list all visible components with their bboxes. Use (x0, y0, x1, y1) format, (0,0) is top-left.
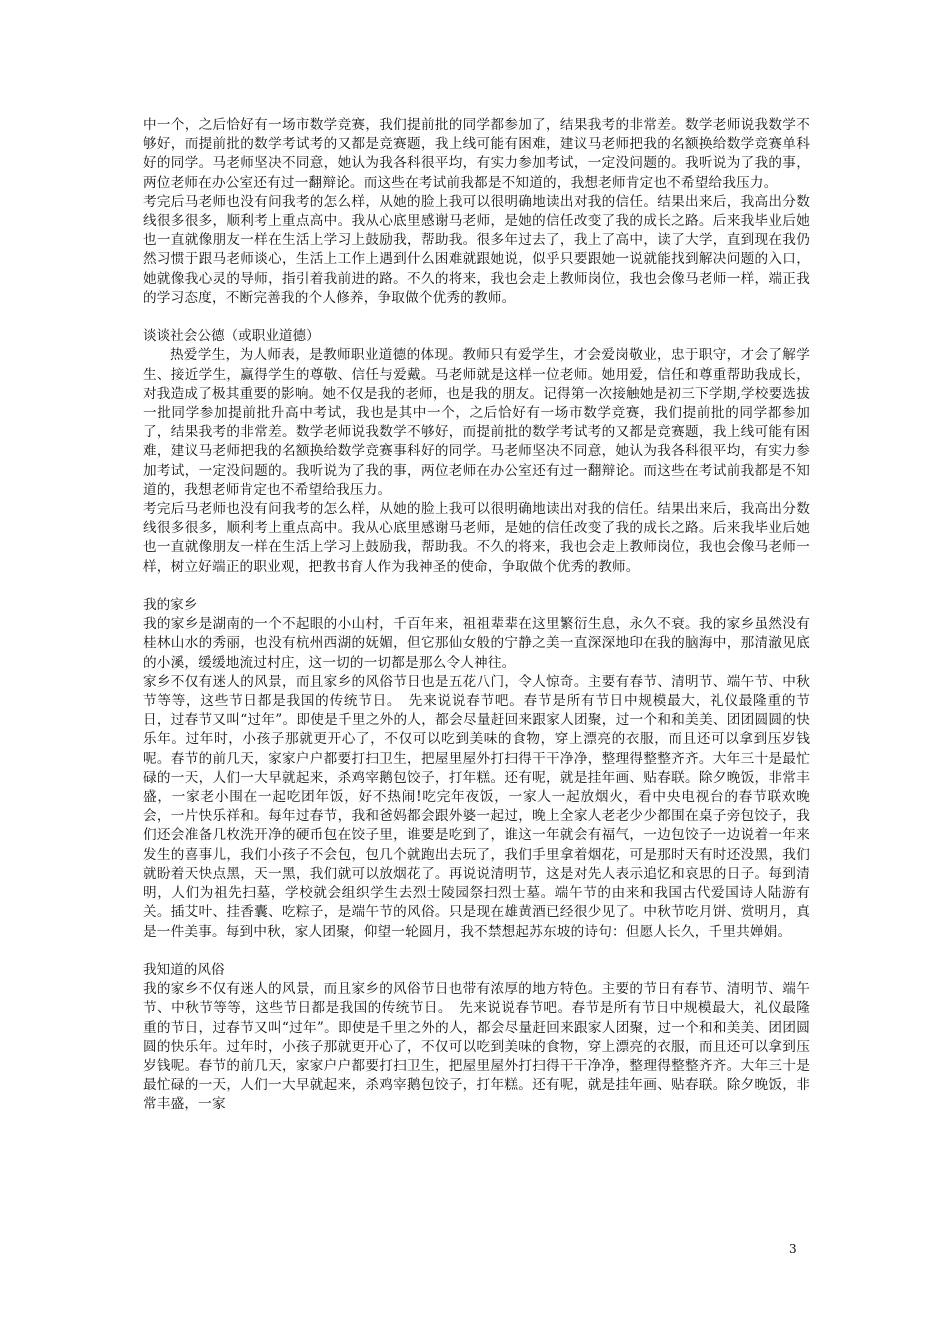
paragraph: 考完后马老师也没有问我考的怎么样，从她的脸上我可以很明确地读出对我的信任。结果出来后，我高出分数线很多很多，顺利考上重点高中。我从心底里感谢马老师，是她的信任改变了我的成长之路。后来我毕业后她也一直就像朋友一样在生活上学习上鼓励我，帮助我。不久的将来，我也会走上教师岗位，我也会像马老师一样，树立好端正的职业观，把教书育人作为我神圣的使命，争取做个优秀的教师。 (143, 501, 810, 575)
section-heading: 我知道的风俗 (143, 961, 225, 978)
paragraph-gap (143, 577, 810, 596)
paragraph-gap (143, 308, 810, 327)
paragraph: 我的家乡是湖南的一个不起眼的小山村，千百年来，祖祖辈辈在这里繁衍生息，永久不衰。我的家乡虽然没有桂林山水的秀丽，也没有杭州西湖的妩媚，但它那仙女般的宁静之美一直深深地印在我的脑海中，那清澈见底的小溪，缓缓地流过村庄，这一切的一切都是那么令人神往。 (143, 616, 810, 671)
page-number: 3 (789, 1242, 797, 1256)
paragraph: 我的家乡不仅有迷人的风景，而且家乡的风俗节日也带有浓厚的地方特色。主要的节日有春节、清明节、端午节、中秋节等等，这些节日都是我国的传统节日。 先来说说春节吧。春节是所有节日中规模最大，礼仪最隆重的节日，过春节又叫“过年”。即使是千里之外的人，都会尽量赶回来跟家人团聚，过一个和和美美、团团圆圆的快乐年。过年时，小孩子那就更开心了，不仅可以吃到美味的食物，穿上漂亮的衣服，而且还可以拿到压岁钱呢。春节的前几天，家家户户都要打扫卫生，把屋里屋外打扫得干干净净，整理得整整齐齐。大年三十是最忙碌的一天，人们一大早就起来，杀鸡宰鹅包饺子，打年糕。还有呢，就是挂年画、贴春联。除夕晚饭，非常丰盛，一家 (143, 981, 810, 1113)
paragraph: 考完后马老师也没有问我考的怎么样，从她的脸上我可以很明确地读出对我的信任。结果出来后，我高出分数线很多很多，顺利考上重点高中。我从心底里感谢马老师，是她的信任改变了我的成长之路。后来我毕业后她也一直就像朋友一样在生活上学习上鼓励我，帮助我。很多年过去了，我上了高中，读了大学，直到现在我仍然习惯于跟马老师谈心，生活上工作上遇到什么困难就跟她说，似乎只要跟她一说就能找到解决问题的入口，她就像我心灵的导师，指引着我前进的路。不久的将来，我也会走上教师岗位，我也会像马老师一样，端正我的学习态度，不断完善我的个人修养，争取做个优秀的教师。 (143, 193, 810, 306)
paragraph-gap (143, 942, 810, 961)
section-heading: 谈谈社会公德（或职业道德） (143, 328, 320, 345)
paragraph: 中一个，之后恰好有一场市数学竞赛，我们提前批的同学都参加了，结果我考的非常差。数学老师说我数学不够好，而提前批的数学考试考的又都是竞赛题，我上线可能有困难，建议马老师把我的名额换给数学竞赛单科好的同学。马老师坚决不同意，她认为我各科很平均，有实力参加考试，一定没问题的。我听说为了我的事，两位老师在办公室还有过一翻辩论。而这些在考试前我都是不知道的，我想老师肯定也不希望给我压力。 (143, 117, 810, 191)
paragraph: 热爱学生，为人师表，是教师职业道德的体现。教师只有爱学生，才会爱岗敬业，忠于职守，才会了解学生、接近学生，赢得学生的尊敬、信任与爱戴。马老师就是这样一位老师。她用爱，信任和尊重帮助我成长，对我造成了极其重要的影响。她不仅是我的老师，也是我的朋友。记得第一次接触她是初三下学期,学校要选拔一批同学参加提前批升高中考试，我也是其中一个，之后恰好有一场市数学竞赛，我们提前批的同学都参加了，结果我考的非常差。数学老师说我数学不够好，而提前批的数学考试考的又都是竞赛题，我上线可能有困难，建议马老师把我的名额换给数学竞赛事科好的同学。马老师坚决不同意，她认为我各科很平均，有实力参加考试，一定没问题的。我听说为了我的事，两位老师在办公室还有过一翻辩论。而这些在考试前我都是不知道的，我想老师肯定也不希望给我压力。 (143, 347, 810, 498)
section-heading: 我的家乡 (143, 597, 198, 614)
paragraph: 家乡不仅有迷人的风景，而且家乡的风俗节日也是五花八门，令人惊奇。主要有春节、清明节、端午节、中秋节等等，这些节日都是我国的传统节日。 先来说说春节吧。春节是所有节日中规模最大，礼仪最隆重的节日，过春节又叫“过年”。即使是千里之外的人，都会尽量赶回来跟家人团聚，过一个和和美美、团团圆圆的快乐年。过年时，小孩子那就更开心了，不仅可以吃到美味的食物，穿上漂亮的衣服，而且还可以拿到压岁钱呢。春节的前几天，家家户户都要打扫卫生，把屋里屋外打扫得干干净净，整理得整整齐齐。大年三十是最忙碌的一天，人们一大早就起来，杀鸡宰鹅包饺子，打年糕。还有呢，就是挂年画、贴春联。除夕晚饭，非常丰盛，一家老小围在一起吃团年饭，好不热闹!吃完年夜饭，一家人一起放烟火，看中央电视台的春节联欢晚会，一片快乐祥和。每年过春节，我和爸妈都会跟外婆一起过，晚上全家人老老少少都围在桌子旁包饺子，我们还会准备几枚洗开净的硬币包在饺子里，谁要是吃到了，谁这一年就会有福气，一边包饺子一边说着一年来发生的喜事儿，我们小孩子不会包，包几个就跑出去玩了，我们手里拿着烟花，可是那时天有时还没黑，我们就盼着天快点黑，天一黑，我们就可以放烟花了。再说说清明节，这是对先人表示追忆和哀思的日子。每到清明，人们为祖先扫墓，学校就会组织学生去烈士陵园祭扫烈士墓。端午节的由来和我国古代爱国诗人陆游有关。插艾叶、挂香囊、吃粽子，是端午节的风俗。只是现在雄黄酒已经很少见了。中秋节吃月饼、赏明月，真是一件美事。每到中秋，家人团聚，仰望一轮圆月，我不禁想起苏东坡的诗句：但愿人长久，千里共婵娟。 (143, 673, 810, 940)
document-body (143, 116, 810, 1115)
